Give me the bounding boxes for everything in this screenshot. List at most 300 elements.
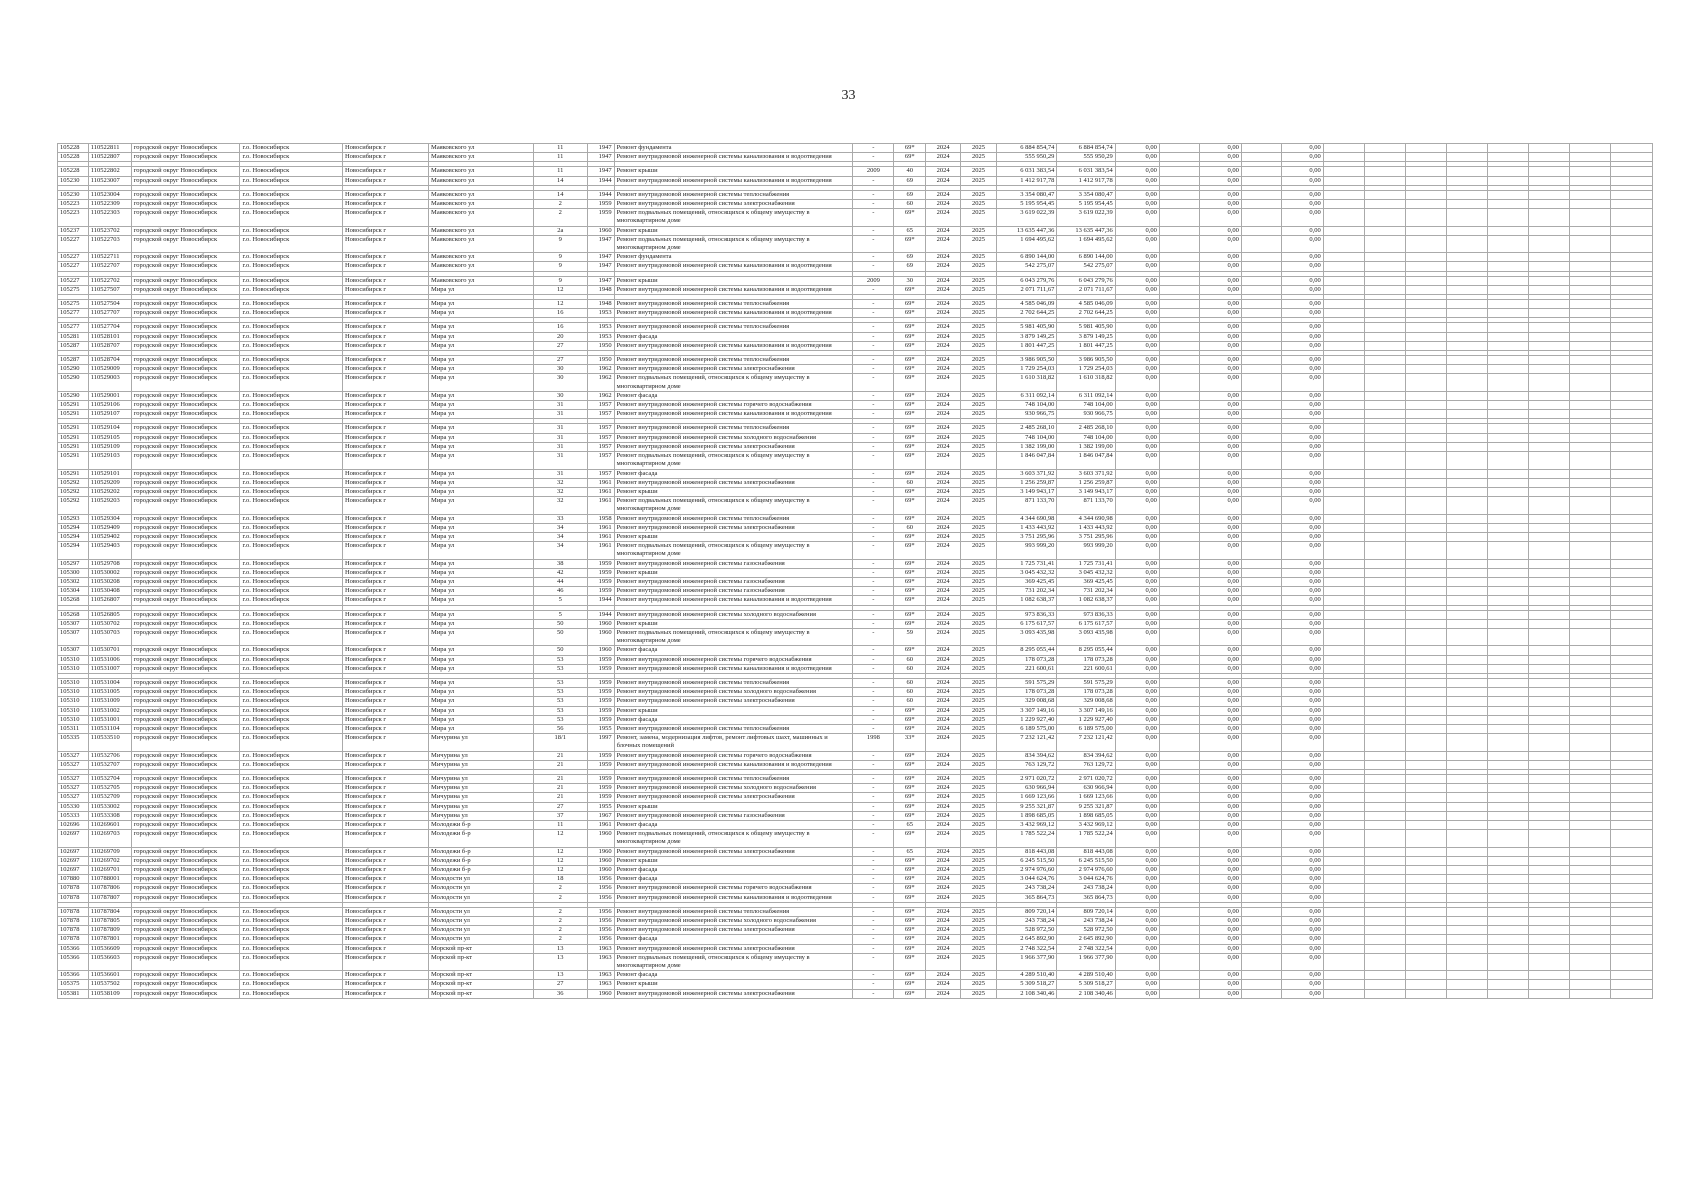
cell-work-type: Ремонт внутридомовой инженерной системы горячего водоснабжения (614, 751, 853, 760)
cell-empty (1610, 559, 1652, 568)
cell-empty (1323, 664, 1364, 673)
cell-wear: 69* (894, 587, 926, 596)
table-row (58, 587, 1653, 596)
cell-empty (1610, 523, 1652, 532)
cell-empty (1610, 433, 1652, 442)
cell-district: г.о. Новосибирск (240, 167, 343, 176)
cell-work-code: 110529101 (88, 469, 131, 478)
cell-work-code: 110527707 (88, 309, 131, 318)
cell-house-number: 31 (533, 452, 587, 469)
cell-total-cost: 5 981 405,90 (996, 323, 1056, 332)
cell-empty (1159, 587, 1199, 596)
cell-street: Морской пр-кт (429, 944, 534, 953)
table-row (58, 365, 1653, 374)
cell-plan-year-start: 2024 (926, 262, 961, 271)
cell-total-cost: 6 175 617,57 (996, 619, 1056, 628)
cell-empty (1569, 262, 1610, 271)
cell-house-number: 38 (533, 559, 587, 568)
cell-last-repair-year: - (853, 884, 894, 893)
cell-wear: 69* (894, 391, 926, 400)
cell-empty (1241, 209, 1281, 226)
cell-plan-year-start: 2024 (926, 715, 961, 724)
cell-empty (1405, 866, 1446, 875)
cell-empty (1487, 646, 1528, 655)
cell-last-repair-year: - (853, 577, 894, 586)
cell-street: Мира ул (429, 577, 534, 586)
cell-empty (1405, 830, 1446, 847)
cell-empty (1364, 793, 1405, 802)
cell-budget-2: 0,00 (1199, 587, 1241, 596)
cell-empty (1569, 980, 1610, 989)
cell-empty (1241, 971, 1281, 980)
cell-house-number: 2а (533, 226, 587, 235)
cell-municipality: городской округ Новосибирск (131, 944, 240, 953)
cell-empty (1241, 775, 1281, 784)
cell-street: Мира ул (429, 433, 534, 442)
cell-empty (1610, 715, 1652, 724)
cell-empty (1405, 341, 1446, 350)
cell-empty (1487, 793, 1528, 802)
cell-total-cost: 221 600,61 (996, 664, 1056, 673)
cell-empty (1159, 775, 1199, 784)
table-row (58, 176, 1653, 185)
cell-empty (1487, 568, 1528, 577)
cell-build-year: 1959 (587, 678, 614, 687)
cell-plan-year-end: 2025 (961, 751, 997, 760)
cell-fund-cost: 6 245 515,50 (1057, 856, 1115, 865)
cell-empty (1446, 802, 1487, 811)
cell-plan-year-end: 2025 (961, 811, 997, 820)
cell-build-year: 1959 (587, 775, 614, 784)
cell-street: Молодости ул (429, 935, 534, 944)
cell-last-repair-year: - (853, 523, 894, 532)
cell-plan-year-start: 2024 (926, 664, 961, 673)
cell-budget-3: 0,00 (1281, 433, 1323, 442)
cell-empty (1364, 646, 1405, 655)
cell-municipality: городской округ Новосибирск (131, 646, 240, 655)
cell-work-code: 110522703 (88, 235, 131, 252)
cell-district: г.о. Новосибирск (240, 452, 343, 469)
cell-build-year: 1959 (587, 577, 614, 586)
cell-empty (1610, 167, 1652, 176)
cell-house-number: 53 (533, 678, 587, 687)
cell-work-code: 110537502 (88, 980, 131, 989)
cell-budget-2: 0,00 (1199, 253, 1241, 262)
cell-municipality: городской округ Новосибирск (131, 989, 240, 998)
cell-empty (1569, 300, 1610, 309)
cell-empty (1528, 276, 1569, 285)
cell-build-year: 1956 (587, 884, 614, 893)
cell-house-number: 12 (533, 300, 587, 309)
cell-street: Морской пр-кт (429, 989, 534, 998)
cell-municipality: городской округ Новосибирск (131, 577, 240, 586)
cell-budget-3: 0,00 (1281, 697, 1323, 706)
cell-empty (1364, 410, 1405, 419)
cell-empty (1159, 144, 1199, 153)
table-row (58, 678, 1653, 687)
cell-empty (1487, 167, 1528, 176)
cell-last-repair-year: - (853, 706, 894, 715)
cell-street: Мира ул (429, 497, 534, 514)
cell-empty (1446, 953, 1487, 970)
cell-empty (1528, 884, 1569, 893)
cell-empty (1610, 452, 1652, 469)
cell-work-type: Ремонт внутридомовой инженерной системы канализования и водоотведения (614, 176, 853, 185)
cell-last-repair-year: - (853, 391, 894, 400)
cell-empty (1405, 926, 1446, 935)
cell-fund-cost: 591 575,29 (1057, 678, 1115, 687)
cell-empty (1528, 391, 1569, 400)
cell-street: Маяковского ул (429, 226, 534, 235)
cell-house-id: 105304 (58, 587, 89, 596)
cell-empty (1405, 724, 1446, 733)
cell-budget-2: 0,00 (1199, 917, 1241, 926)
cell-budget-3: 0,00 (1281, 285, 1323, 294)
cell-plan-year-start: 2024 (926, 587, 961, 596)
cell-fund-cost: 809 720,14 (1057, 907, 1115, 916)
cell-work-type: Ремонт внутридомовой инженерной системы канализования и водоотведения (614, 309, 853, 318)
cell-house-id: 105366 (58, 953, 89, 970)
cell-empty (1610, 784, 1652, 793)
cell-empty (1405, 276, 1446, 285)
cell-work-code: 110522303 (88, 209, 131, 226)
cell-last-repair-year: - (853, 697, 894, 706)
cell-empty (1241, 784, 1281, 793)
cell-budget-2: 0,00 (1199, 356, 1241, 365)
cell-municipality: городской округ Новосибирск (131, 655, 240, 664)
cell-budget-2: 0,00 (1199, 442, 1241, 451)
cell-build-year: 1959 (587, 784, 614, 793)
cell-last-repair-year: - (853, 374, 894, 391)
cell-work-code: 110526805 (88, 610, 131, 619)
cell-district: г.о. Новосибирск (240, 276, 343, 285)
cell-house-id: 105366 (58, 944, 89, 953)
cell-work-type: Ремонт внутридомовой инженерной системы электроснабжения (614, 793, 853, 802)
cell-empty (1364, 587, 1405, 596)
cell-municipality: городской округ Новосибирск (131, 226, 240, 235)
cell-empty (1528, 497, 1569, 514)
cell-empty (1159, 971, 1199, 980)
cell-budget-2: 0,00 (1199, 276, 1241, 285)
cell-work-code: 110529209 (88, 478, 131, 487)
cell-last-repair-year: - (853, 365, 894, 374)
cell-budget-1: 0,00 (1115, 262, 1159, 271)
cell-last-repair-year: - (853, 793, 894, 802)
cell-wear: 69* (894, 300, 926, 309)
cell-fund-cost: 6 884 854,74 (1057, 144, 1115, 153)
table-row (58, 469, 1653, 478)
cell-empty (1487, 200, 1528, 209)
cell-empty (1446, 424, 1487, 433)
cell-empty (1487, 144, 1528, 153)
cell-municipality: городской округ Новосибирск (131, 802, 240, 811)
cell-empty (1364, 989, 1405, 998)
cell-work-type: Ремонт внутридомовой инженерной системы канализования и водоотведения (614, 341, 853, 350)
cell-empty (1528, 253, 1569, 262)
cell-budget-3: 0,00 (1281, 452, 1323, 469)
cell-budget-3: 0,00 (1281, 646, 1323, 655)
cell-empty (1528, 847, 1569, 856)
cell-house-id: 102697 (58, 866, 89, 875)
cell-wear: 60 (894, 664, 926, 673)
cell-empty (1323, 469, 1364, 478)
cell-plan-year-start: 2024 (926, 176, 961, 185)
cell-empty (1610, 678, 1652, 687)
cell-budget-1: 0,00 (1115, 424, 1159, 433)
cell-street: Маяковского ул (429, 209, 534, 226)
cell-total-cost: 6 245 515,50 (996, 856, 1056, 865)
cell-budget-3: 0,00 (1281, 235, 1323, 252)
cell-street: Морской пр-кт (429, 980, 534, 989)
cell-city: Новосибирск г (342, 856, 428, 865)
cell-empty (1446, 619, 1487, 628)
cell-build-year: 1967 (587, 811, 614, 820)
cell-budget-3: 0,00 (1281, 664, 1323, 673)
cell-wear: 69* (894, 989, 926, 998)
cell-empty (1159, 309, 1199, 318)
cell-plan-year-start: 2024 (926, 926, 961, 935)
cell-empty (1446, 190, 1487, 199)
table-row (58, 875, 1653, 884)
cell-street: Маяковского ул (429, 235, 534, 252)
cell-city: Новосибирск г (342, 830, 428, 847)
cell-last-repair-year: - (853, 452, 894, 469)
cell-municipality: городской округ Новосибирск (131, 433, 240, 442)
cell-build-year: 1959 (587, 697, 614, 706)
cell-empty (1159, 442, 1199, 451)
cell-wear: 69* (894, 706, 926, 715)
cell-district: г.о. Новосибирск (240, 401, 343, 410)
cell-house-id: 105290 (58, 374, 89, 391)
cell-plan-year-start: 2024 (926, 341, 961, 350)
cell-city: Новосибирск г (342, 577, 428, 586)
cell-house-id: 105300 (58, 568, 89, 577)
cell-house-number: 2 (533, 893, 587, 902)
cell-budget-1: 0,00 (1115, 323, 1159, 332)
cell-fund-cost: 329 008,68 (1057, 697, 1115, 706)
cell-street: Маяковского ул (429, 144, 534, 153)
cell-work-type: Ремонт внутридомовой инженерной системы электроснабжения (614, 944, 853, 953)
cell-empty (1487, 374, 1528, 391)
cell-budget-1: 0,00 (1115, 688, 1159, 697)
cell-empty (1610, 697, 1652, 706)
cell-wear: 65 (894, 821, 926, 830)
cell-total-cost: 630 966,94 (996, 784, 1056, 793)
cell-last-repair-year: - (853, 784, 894, 793)
cell-budget-3: 0,00 (1281, 478, 1323, 487)
cell-build-year: 1958 (587, 514, 614, 523)
cell-fund-cost: 3 879 149,25 (1057, 332, 1115, 341)
cell-municipality: городской округ Новосибирск (131, 235, 240, 252)
cell-empty (1528, 811, 1569, 820)
cell-empty (1569, 568, 1610, 577)
table-row (58, 628, 1653, 645)
cell-plan-year-start: 2024 (926, 497, 961, 514)
cell-empty (1569, 341, 1610, 350)
cell-work-code: 110532706 (88, 751, 131, 760)
cell-house-number: 5 (533, 610, 587, 619)
cell-street: Маяковского ул (429, 276, 534, 285)
cell-fund-cost: 178 073,28 (1057, 655, 1115, 664)
cell-empty (1528, 332, 1569, 341)
cell-empty (1323, 980, 1364, 989)
cell-empty (1159, 944, 1199, 953)
cell-city: Новосибирск г (342, 478, 428, 487)
cell-empty (1610, 153, 1652, 162)
cell-empty (1159, 793, 1199, 802)
cell-work-code: 110523004 (88, 190, 131, 199)
cell-empty (1528, 487, 1569, 496)
cell-work-type: Ремонт внутридомовой инженерной системы горячего водоснабжения (614, 401, 853, 410)
cell-work-code: 110787801 (88, 935, 131, 944)
cell-work-type: Ремонт внутридомовой инженерной системы холодного водоснабжения (614, 433, 853, 442)
cell-empty (1364, 655, 1405, 664)
cell-plan-year-start: 2024 (926, 856, 961, 865)
cell-empty (1241, 167, 1281, 176)
cell-budget-1: 0,00 (1115, 619, 1159, 628)
cell-plan-year-start: 2024 (926, 433, 961, 442)
cell-build-year: 1955 (587, 802, 614, 811)
cell-municipality: городской округ Новосибирск (131, 200, 240, 209)
cell-house-id: 105277 (58, 323, 89, 332)
cell-build-year: 1947 (587, 167, 614, 176)
cell-empty (1323, 587, 1364, 596)
cell-empty (1323, 532, 1364, 541)
cell-wear: 69* (894, 619, 926, 628)
cell-municipality: городской округ Новосибирск (131, 688, 240, 697)
cell-plan-year-end: 2025 (961, 167, 997, 176)
cell-house-id: 105292 (58, 497, 89, 514)
cell-budget-3: 0,00 (1281, 309, 1323, 318)
cell-plan-year-end: 2025 (961, 262, 997, 271)
cell-district: г.о. Новосибирск (240, 734, 343, 751)
cell-fund-cost: 1 412 917,78 (1057, 176, 1115, 185)
cell-empty (1487, 559, 1528, 568)
cell-empty (1323, 893, 1364, 902)
cell-empty (1446, 469, 1487, 478)
table-row (58, 646, 1653, 655)
cell-budget-2: 0,00 (1199, 542, 1241, 559)
cell-empty (1323, 167, 1364, 176)
cell-total-cost: 1 898 685,05 (996, 811, 1056, 820)
cell-plan-year-start: 2024 (926, 478, 961, 487)
cell-work-type: Ремонт внутридомовой инженерной системы электроснабжения (614, 365, 853, 374)
cell-plan-year-end: 2025 (961, 866, 997, 875)
cell-plan-year-end: 2025 (961, 300, 997, 309)
cell-build-year: 1960 (587, 830, 614, 847)
cell-street: Мира ул (429, 452, 534, 469)
cell-budget-3: 0,00 (1281, 847, 1323, 856)
cell-empty (1446, 596, 1487, 605)
cell-city: Новосибирск г (342, 401, 428, 410)
cell-budget-1: 0,00 (1115, 811, 1159, 820)
cell-budget-2: 0,00 (1199, 856, 1241, 865)
cell-empty (1487, 866, 1528, 875)
table-row (58, 866, 1653, 875)
cell-plan-year-start: 2024 (926, 971, 961, 980)
cell-fund-cost: 1 229 927,40 (1057, 715, 1115, 724)
cell-empty (1241, 953, 1281, 970)
cell-city: Новосибирск г (342, 532, 428, 541)
cell-fund-cost: 1 729 254,03 (1057, 365, 1115, 374)
cell-empty (1241, 433, 1281, 442)
cell-work-type: Ремонт фасада (614, 971, 853, 980)
cell-wear: 60 (894, 678, 926, 687)
cell-street: Морской пр-кт (429, 971, 534, 980)
cell-last-repair-year: - (853, 935, 894, 944)
cell-municipality: городской округ Новосибирск (131, 751, 240, 760)
table-row (58, 830, 1653, 847)
cell-wear: 60 (894, 655, 926, 664)
cell-house-number: 2 (533, 884, 587, 893)
cell-empty (1528, 523, 1569, 532)
cell-fund-cost: 4 344 690,98 (1057, 514, 1115, 523)
cell-empty (1159, 523, 1199, 532)
cell-work-code: 110529304 (88, 514, 131, 523)
cell-total-cost: 2 485 268,10 (996, 424, 1056, 433)
cell-district: г.о. Новосибирск (240, 971, 343, 980)
cell-build-year: 1962 (587, 391, 614, 400)
cell-last-repair-year: - (853, 917, 894, 926)
cell-fund-cost: 2 071 711,67 (1057, 285, 1115, 294)
cell-empty (1364, 830, 1405, 847)
cell-house-id: 105228 (58, 167, 89, 176)
cell-empty (1446, 341, 1487, 350)
cell-empty (1405, 688, 1446, 697)
table-row (58, 452, 1653, 469)
cell-budget-3: 0,00 (1281, 760, 1323, 769)
cell-plan-year-end: 2025 (961, 715, 997, 724)
cell-house-id: 105228 (58, 144, 89, 153)
cell-house-number: 13 (533, 944, 587, 953)
cell-municipality: городской округ Новосибирск (131, 847, 240, 856)
cell-fund-cost: 555 950,29 (1057, 153, 1115, 162)
cell-empty (1159, 802, 1199, 811)
cell-plan-year-end: 2025 (961, 784, 997, 793)
cell-empty (1487, 953, 1528, 970)
cell-budget-3: 0,00 (1281, 323, 1323, 332)
cell-budget-3: 0,00 (1281, 821, 1323, 830)
cell-house-number: 11 (533, 144, 587, 153)
cell-total-cost: 2 971 020,72 (996, 775, 1056, 784)
cell-budget-3: 0,00 (1281, 678, 1323, 687)
cell-plan-year-end: 2025 (961, 542, 997, 559)
cell-house-number: 9 (533, 235, 587, 252)
cell-empty (1528, 953, 1569, 970)
cell-empty (1446, 559, 1487, 568)
cell-budget-3: 0,00 (1281, 341, 1323, 350)
cell-street: Мира ул (429, 401, 534, 410)
cell-empty (1528, 341, 1569, 350)
cell-empty (1364, 300, 1405, 309)
cell-municipality: городской округ Новосибирск (131, 664, 240, 673)
cell-budget-1: 0,00 (1115, 391, 1159, 400)
cell-budget-1: 0,00 (1115, 532, 1159, 541)
cell-empty (1528, 374, 1569, 391)
cell-house-number: 37 (533, 811, 587, 820)
cell-district: г.о. Новосибирск (240, 811, 343, 820)
table-row (58, 856, 1653, 865)
cell-work-code: 110529107 (88, 410, 131, 419)
cell-district: г.о. Новосибирск (240, 953, 343, 970)
cell-budget-1: 0,00 (1115, 497, 1159, 514)
cell-empty (1405, 907, 1446, 916)
cell-last-repair-year: - (853, 893, 894, 902)
cell-total-cost: 329 008,68 (996, 697, 1056, 706)
cell-plan-year-end: 2025 (961, 442, 997, 451)
cell-plan-year-end: 2025 (961, 532, 997, 541)
cell-fund-cost: 1 898 685,05 (1057, 811, 1115, 820)
